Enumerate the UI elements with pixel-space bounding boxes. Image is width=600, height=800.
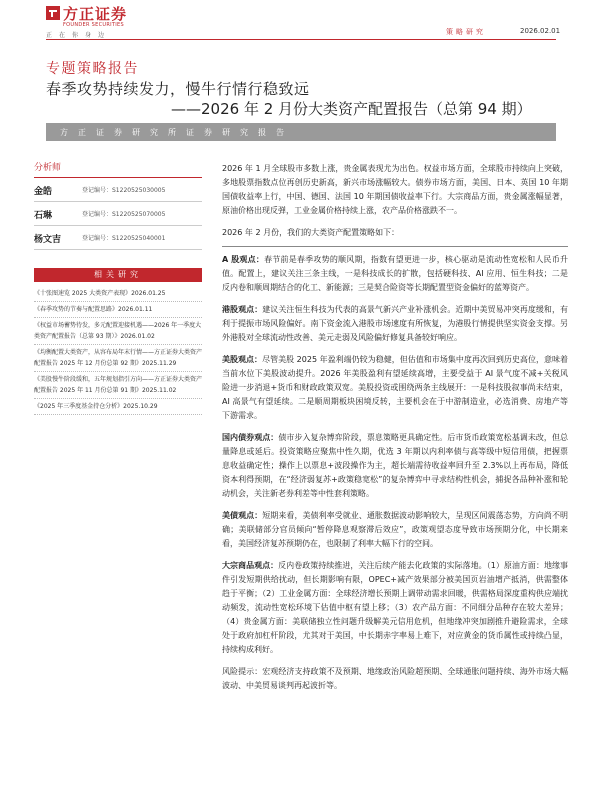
analyst-row — [34, 202, 202, 226]
us-treasury-view — [222, 509, 568, 551]
analyst-name: 金皓 — [34, 187, 53, 197]
section-divider — [222, 246, 568, 247]
commodity-text: 反内卷政策持续推进，关注后续产能去化政策的实际落地。（1）原油方面：地缘事件引发短期供给扰动，但长期影响有限，OPEC+减产效果部分被美国页岩油增产抵消，供需整体趋于平衡；（2）工业金属方面：全球经济增长预期上调带动需求回暖，供需格局深度重构供应端扰动频发，流动性宽松环境下估值中枢有望上移；（3）农产品方面：不同细分品种存在较大差异；（4）贵金属方面：美联储独立性问题升级解美元信用危机，但地缘冲突加剧推升避险需求，全球处于政府加杠杆阶段，尤其对于美国，中长期赤字率易上难下，对应黄金的货币属性或持续凸显，持续构成利好。 — [222, 561, 569, 654]
related-research-list — [34, 286, 202, 415]
institute-banner — [46, 123, 556, 141]
analyst-row — [34, 226, 202, 250]
market-review-paragraph: 2026 年 1 月全球股市多数上涨，贵金属表现尤为出色。权益市场方面，全球股市持续向上突破，多地股票指数点位再创历史新高，新兴市场涨幅较大。债券市场方面，美国、日本、英国 10 年期国债收益率上行，中国、德国、法国 10 年期国债收益率下行。大宗商品方面，贵金属涨幅显著，原油价格出现反弹，工业金属价格持续上涨，农产品价格涨跌不一。 — [222, 164, 568, 215]
report-summary — [222, 162, 568, 701]
report-date: 2026.02.01 — [520, 27, 561, 35]
us-stock-view — [222, 353, 568, 423]
a-share-text: 春节前是春季攻势的顺风期，指数有望更进一步，核心驱动是流动性宽松和人民币升值。配置上，建议关注三条主线，一是科技成长的扩散，包括硬科技、AI 应用、恒生科技；二是反内卷和顺周期结合的化工、新能源；三是契合险资等长期配置型资金偏好的蓝筹资产。 — [222, 255, 568, 292]
logo-english: FOUNDER SECURITIES — [63, 22, 124, 28]
domestic-bond-text: 债市步入复杂博弈阶段，票息策略更具确定性。后市货币政策宽松基调未改，但总量降息或延后。投资策略应聚焦中性久期，优选 3 年期以内利率债与高等级中短信用债，把握票息收益确定性；操作上以票息+波段操作为主，超长端需待收益率回升至 2.3%以上再布局，降低资本利得预期，在“经济弱复苏+政策稳宽松”的复杂博弈中寻求结构性机会，捕捉各品种补涨和轮动机会，关注新老券利差等中性套利策略。 — [222, 433, 569, 498]
commodity-label: 大宗商品观点： — [222, 561, 279, 570]
related-research-link[interactable]: 《均衡配置大类资产，从容布局年末行情——方正证券大类资产配置报告 2025 年 12 月份总第 92 期》2025.11.29 — [34, 345, 202, 372]
related-research-link[interactable]: 《十张图速览 2025 大类资产表现》2026.01.25 — [34, 286, 202, 302]
hk-stock-text: 建议关注恒生科技为代表的高景气新兴产业补涨机会。近期中美贸易冲突再度缓和，有利于提振市场风险偏好。南下资金流入港股市场速度有所恢复，为港股行情提供坚实资金支撑。另外港股对全球流动性改善、美元走弱及风险偏好修复具备较好响应。 — [222, 305, 569, 342]
hk-stock-label: 港股观点： — [222, 305, 263, 314]
related-research-link[interactable]: 《美股慢牛阶段缓和，五年规划指引方向——方正证券大类资产配置报告 2025 年 11 月份总第 91 期》2025.11.02 — [34, 372, 202, 399]
banner-text: 方正证券研究所证券研究报告 — [60, 128, 294, 137]
domestic-bond-view — [222, 431, 568, 501]
risk-warning: 风险提示：宏观经济支持政策不及预期、地缘政治风险超预期、全球通胀问题持续、海外市场大幅波动、中美贸易谈判再起波折等。 — [222, 667, 568, 690]
us-stock-text: 尽管美股 2025 年盈利端仍较为稳健，但估值和市场集中度再次回到历史高位，意味着当前水位下美股波动提升。2026 年美股盈利有望延续高增，主要受益于 AI 景气度不减+关税风险进一步消退+货币和财政政策双宽。美股投资或围绕两条主线展开：一是科技股叙事尚未结束，AI 高景气有望延续。二是顺周期板块困境反转，主要机会在于中游制造业，必选消费、房地产等下游需求。 — [222, 355, 568, 420]
domestic-bond-label: 国内债券观点： — [222, 433, 279, 442]
slogan: 正在你身边 — [46, 32, 112, 39]
analysts-title: 分析师 — [34, 160, 202, 178]
a-share-label: A 股观点： — [222, 255, 265, 264]
analyst-code: 登记编号：S1220525030005 — [82, 187, 166, 194]
hk-stock-view — [222, 303, 568, 345]
related-research-link[interactable]: 《春季攻势的节奏与配置思路》2026.01.11 — [34, 302, 202, 318]
sidebar — [34, 160, 202, 415]
commodity-view — [222, 559, 568, 657]
related-research-link[interactable]: 《2025 年三季度基金持仓分析》2025.10.29 — [34, 399, 202, 415]
us-treasury-text: 短期来看，美债利率受就业、通胀数据波动影响较大，呈现区间震荡态势，方向尚不明确；美联储部分官员倾向“暂停降息观察滞后效应”，政策观望态度导致市场预期分化，中长期来看，美国经济复苏预期仍在，也限制了利率大幅下行的空间。 — [222, 511, 569, 548]
analyst-name: 石琳 — [34, 211, 53, 221]
header-divider — [46, 39, 556, 40]
us-stock-label: 美股观点： — [222, 355, 263, 364]
analyst-code: 登记编号：S1220525070005 — [82, 211, 166, 218]
founder-logo-icon — [46, 6, 60, 20]
analyst-name: 杨文吉 — [34, 235, 62, 245]
report-type: 策略研究 — [446, 28, 486, 36]
strategy-intro-paragraph: 2026 年 2 月份，我们的大类资产配置策略如下： — [222, 228, 400, 237]
a-share-view — [222, 253, 568, 295]
page-header — [0, 0, 600, 44]
logo-text: 方正证券 — [63, 5, 128, 23]
analyst-code: 登记编号：S1220525040001 — [82, 235, 166, 242]
related-research-link[interactable]: 《权益市场蓄势待发，多元配置迎接机遇——2026 年一季度大类资产配置报告（总第 93 期）》2026.01.02 — [34, 318, 202, 345]
related-research-header: 相关研究 — [34, 268, 202, 282]
report-series: 专题策略报告 — [46, 61, 139, 77]
report-subtitle: ——2026 年 2 月份大类资产配置报告（总第 94 期） — [171, 100, 532, 118]
analyst-row — [34, 178, 202, 202]
report-title: 春季攻势持续发力，慢牛行情行稳致远 — [46, 80, 310, 98]
us-treasury-label: 美债观点： — [222, 511, 263, 520]
